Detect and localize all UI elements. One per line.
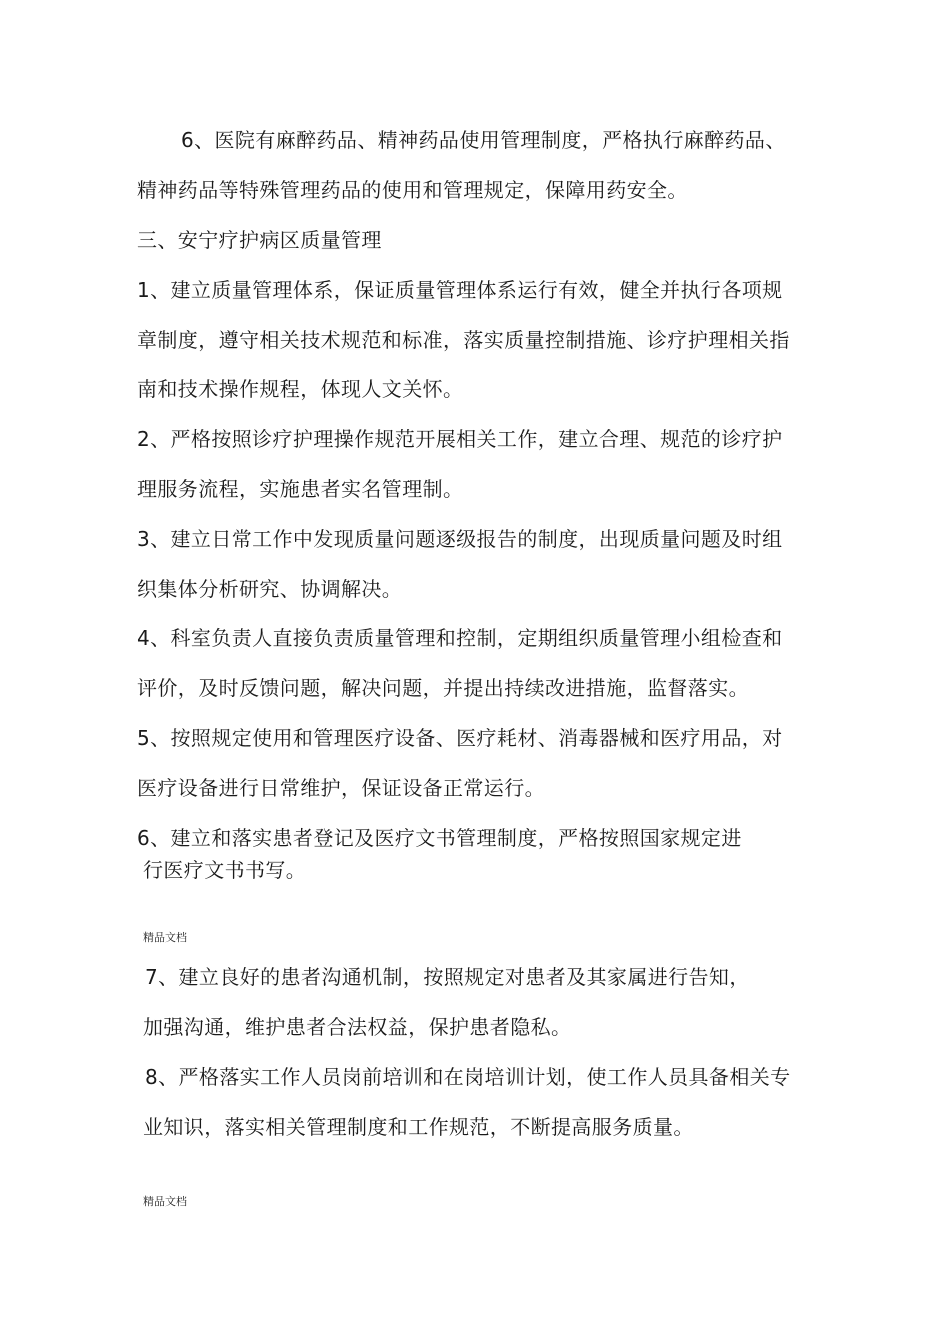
paragraph-line: 加强沟通，维护患者合法权益，保护患者隐私。 bbox=[143, 1015, 572, 1039]
paragraph-line: 7、建立良好的患者沟通机制，按照规定对患者及其家属进行告知， bbox=[145, 965, 750, 989]
paragraph-line: 章制度，遵守相关技术规范和标准，落实质量控制措施、诊疗护理相关指 bbox=[137, 328, 790, 352]
paragraph-line: 8、严格落实工作人员岗前培训和在岗培训计划，使工作人员具备相关专 bbox=[145, 1065, 791, 1089]
paragraph-line: 6、医院有麻醉药品、精神药品使用管理制度，严格执行麻醉药品、 bbox=[181, 128, 786, 152]
paragraph-line: 6、建立和落实患者登记及医疗文书管理制度，严格按照国家规定进 bbox=[137, 826, 742, 850]
paragraph-line: 织集体分析研究、协调解决。 bbox=[137, 577, 403, 601]
paragraph-line: 南和技术操作规程，体现人文关怀。 bbox=[137, 377, 464, 401]
paragraph-line: 业知识，落实相关管理制度和工作规范，不断提高服务质量。 bbox=[143, 1115, 694, 1139]
paragraph-line: 精神药品等特殊管理药品的使用和管理规定，保障用药安全。 bbox=[137, 178, 688, 202]
paragraph-line: 4、科室负责人直接负责质量管理和控制，定期组织质量管理小组检查和 bbox=[137, 626, 783, 650]
paragraph-line: 评价，及时反馈问题，解决问题，并提出持续改进措施，监督落实。 bbox=[137, 676, 749, 700]
paragraph-line: 2、严格按照诊疗护理操作规范开展相关工作，建立合理、规范的诊疗护 bbox=[137, 427, 783, 451]
paragraph-line: 理服务流程，实施患者实名管理制。 bbox=[137, 477, 464, 501]
page-footer: 精品文档 bbox=[143, 1195, 187, 1208]
paragraph-line: 行医疗文书书写。 bbox=[143, 858, 307, 882]
section-heading: 三、安宁疗护病区质量管理 bbox=[137, 228, 382, 252]
paragraph-line: 5、按照规定使用和管理医疗设备、医疗耗材、消毒器械和医疗用品，对 bbox=[137, 726, 783, 750]
page-footer: 精品文档 bbox=[143, 931, 187, 944]
paragraph-line: 医疗设备进行日常维护，保证设备正常运行。 bbox=[137, 776, 545, 800]
paragraph-line: 3、建立日常工作中发现质量问题逐级报告的制度，出现质量问题及时组 bbox=[137, 527, 783, 551]
paragraph-line: 1、建立质量管理体系，保证质量管理体系运行有效，健全并执行各项规 bbox=[137, 278, 783, 302]
